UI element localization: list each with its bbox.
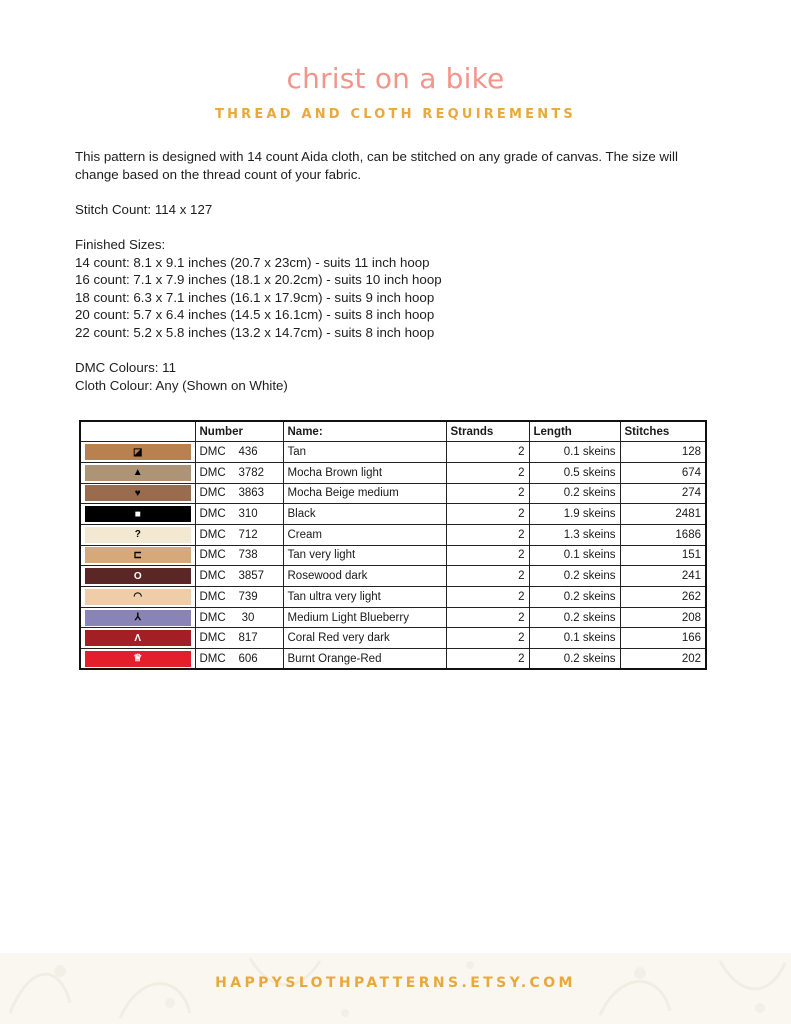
thread-length: 0.2 skeins xyxy=(529,566,620,587)
color-swatch xyxy=(85,568,191,584)
thread-strands: 2 xyxy=(446,442,529,463)
thread-stitches: 151 xyxy=(620,545,706,566)
thread-length: 0.2 skeins xyxy=(529,483,620,504)
color-swatch xyxy=(85,547,191,563)
thread-strands: 2 xyxy=(446,587,529,608)
thread-strands: 2 xyxy=(446,566,529,587)
color-swatch xyxy=(85,465,191,481)
swatch-cell xyxy=(80,524,195,545)
thread-strands: 2 xyxy=(446,607,529,628)
swatch-cell xyxy=(80,545,195,566)
finished-sizes xyxy=(75,236,715,341)
swatch-cell xyxy=(80,504,195,525)
thread-number: DMC 3857 xyxy=(195,566,283,587)
thread-length: 0.5 skeins xyxy=(529,462,620,483)
thread-length: 0.1 skeins xyxy=(529,628,620,649)
thread-stitches: 2481 xyxy=(620,504,706,525)
thread-number: DMC 3863 xyxy=(195,483,283,504)
thread-stitches: 674 xyxy=(620,462,706,483)
thread-name: Medium Light Blueberry xyxy=(283,607,446,628)
thread-number: DMC 3782 xyxy=(195,462,283,483)
dmc-colours-count: DMC Colours: 11 xyxy=(75,360,176,375)
thread-stitches: 128 xyxy=(620,442,706,463)
table-row xyxy=(80,462,706,483)
footer-band xyxy=(0,953,791,1024)
stitch-count: Stitch Count: 114 x 127 xyxy=(75,202,213,217)
thread-strands: 2 xyxy=(446,524,529,545)
thread-length: 0.2 skeins xyxy=(529,649,620,670)
table-row xyxy=(80,649,706,670)
table-row xyxy=(80,607,706,628)
thread-stitches: 166 xyxy=(620,628,706,649)
swatch-cell xyxy=(80,628,195,649)
section-subtitle: THREAD AND CLOTH REQUIREMENTS xyxy=(215,107,576,122)
table-row xyxy=(80,524,706,545)
thread-strands: 2 xyxy=(446,628,529,649)
stitch-symbol-icon: ♕ xyxy=(133,653,143,665)
thread-number: DMC 436 xyxy=(195,442,283,463)
stitch-symbol-icon: ? xyxy=(134,529,141,541)
table-row xyxy=(80,628,706,649)
thread-number: DMC 739 xyxy=(195,587,283,608)
thread-length: 0.1 skeins xyxy=(529,442,620,463)
thread-name: Coral Red very dark xyxy=(283,628,446,649)
thread-stitches: 274 xyxy=(620,483,706,504)
header-number: Number xyxy=(195,421,283,442)
thread-stitches: 262 xyxy=(620,587,706,608)
thread-number: DMC 817 xyxy=(195,628,283,649)
header-length: Length xyxy=(529,421,620,442)
color-swatch xyxy=(85,651,191,667)
thread-stitches: 208 xyxy=(620,607,706,628)
thread-name: Tan xyxy=(283,442,446,463)
swatch-cell xyxy=(80,442,195,463)
color-swatch xyxy=(85,589,191,605)
thread-length: 0.2 skeins xyxy=(529,607,620,628)
header-name: Name: xyxy=(283,421,446,442)
color-swatch xyxy=(85,506,191,522)
finished-sizes-heading: Finished Sizes: xyxy=(75,237,166,252)
thread-strands: 2 xyxy=(446,545,529,566)
thread-table xyxy=(79,420,707,670)
thread-strands: 2 xyxy=(446,504,529,525)
table-row xyxy=(80,545,706,566)
swatch-cell xyxy=(80,462,195,483)
finished-size-item: 16 count: 7.1 x 7.9 inches (18.1 x 20.2cm) - suits 10 inch hoop xyxy=(75,272,442,287)
stitch-symbol-icon: ◠ xyxy=(133,591,143,603)
finished-size-item: 18 count: 6.3 x 7.1 inches (16.1 x 17.9cm) - suits 9 inch hoop xyxy=(75,289,435,305)
thread-name: Tan very light xyxy=(283,545,446,566)
header-strands: Strands xyxy=(446,421,529,442)
finished-size-item: 22 count: 5.2 x 5.8 inches (13.2 x 14.7cm) - suits 8 inch hoop xyxy=(75,324,435,340)
table-row xyxy=(80,566,706,587)
color-swatch xyxy=(85,527,191,543)
table-row xyxy=(80,442,706,463)
intro-line: This pattern is designed with 14 count Aida cloth, can be stitched on any grade of canvas. The size will xyxy=(75,149,678,164)
page-title: christ on a bike xyxy=(286,62,505,95)
thread-number: DMC 30 xyxy=(195,607,283,628)
thread-stitches: 241 xyxy=(620,566,706,587)
stitch-symbol-icon: ⅄ xyxy=(134,612,141,624)
header-stitches: Stitches xyxy=(620,421,706,442)
thread-stitches: 1686 xyxy=(620,524,706,545)
thread-name: Mocha Beige medium xyxy=(283,483,446,504)
header-swatch xyxy=(80,421,195,442)
thread-strands: 2 xyxy=(446,462,529,483)
swatch-cell xyxy=(80,483,195,504)
stitch-symbol-icon: ■ xyxy=(134,508,141,520)
thread-name: Cream xyxy=(283,524,446,545)
thread-number: DMC 738 xyxy=(195,545,283,566)
finished-size-item: 14 count: 8.1 x 9.1 inches (20.7 x 23cm) - suits 11 inch hoop xyxy=(75,254,430,270)
thread-number: DMC 310 xyxy=(195,504,283,525)
stitch-symbol-icon: ♥ xyxy=(134,487,141,499)
thread-number: DMC 712 xyxy=(195,524,283,545)
table-header-row xyxy=(80,421,706,442)
stitch-symbol-icon: Λ xyxy=(134,632,142,644)
stitch-symbol-icon: ◪ xyxy=(133,446,143,458)
color-swatch xyxy=(85,610,191,626)
swatch-cell xyxy=(80,607,195,628)
swatch-cell xyxy=(80,649,195,670)
intro-paragraph xyxy=(75,148,715,183)
thread-name: Burnt Orange-Red xyxy=(283,649,446,670)
table-row xyxy=(80,504,706,525)
table-row xyxy=(80,483,706,504)
thread-name: Mocha Brown light xyxy=(283,462,446,483)
color-swatch xyxy=(85,444,191,460)
stitch-symbol-icon: ⊏ xyxy=(133,549,142,561)
stitch-symbol-icon: ▲ xyxy=(132,467,143,479)
cloth-colour: Cloth Colour: Any (Shown on White) xyxy=(75,377,288,393)
thread-number: DMC 606 xyxy=(195,649,283,670)
swatch-cell xyxy=(80,566,195,587)
intro-line: change based on the thread count of your fabric. xyxy=(75,166,362,182)
thread-name: Rosewood dark xyxy=(283,566,446,587)
thread-length: 0.1 skeins xyxy=(529,545,620,566)
thread-stitches: 202 xyxy=(620,649,706,670)
color-swatch xyxy=(85,630,191,646)
thread-length: 1.9 skeins xyxy=(529,504,620,525)
thread-name: Black xyxy=(283,504,446,525)
swatch-cell xyxy=(80,587,195,608)
shop-url: HAPPYSLOTHPATTERNS.ETSY.COM xyxy=(215,975,576,991)
thread-strands: 2 xyxy=(446,649,529,670)
colour-info xyxy=(75,359,715,394)
thread-length: 1.3 skeins xyxy=(529,524,620,545)
stitch-symbol-icon: O xyxy=(133,570,142,582)
thread-strands: 2 xyxy=(446,483,529,504)
table-row xyxy=(80,587,706,608)
finished-size-item: 20 count: 5.7 x 6.4 inches (14.5 x 16.1cm) - suits 8 inch hoop xyxy=(75,307,435,322)
color-swatch xyxy=(85,485,191,501)
thread-length: 0.2 skeins xyxy=(529,587,620,608)
thread-name: Tan ultra very light xyxy=(283,587,446,608)
